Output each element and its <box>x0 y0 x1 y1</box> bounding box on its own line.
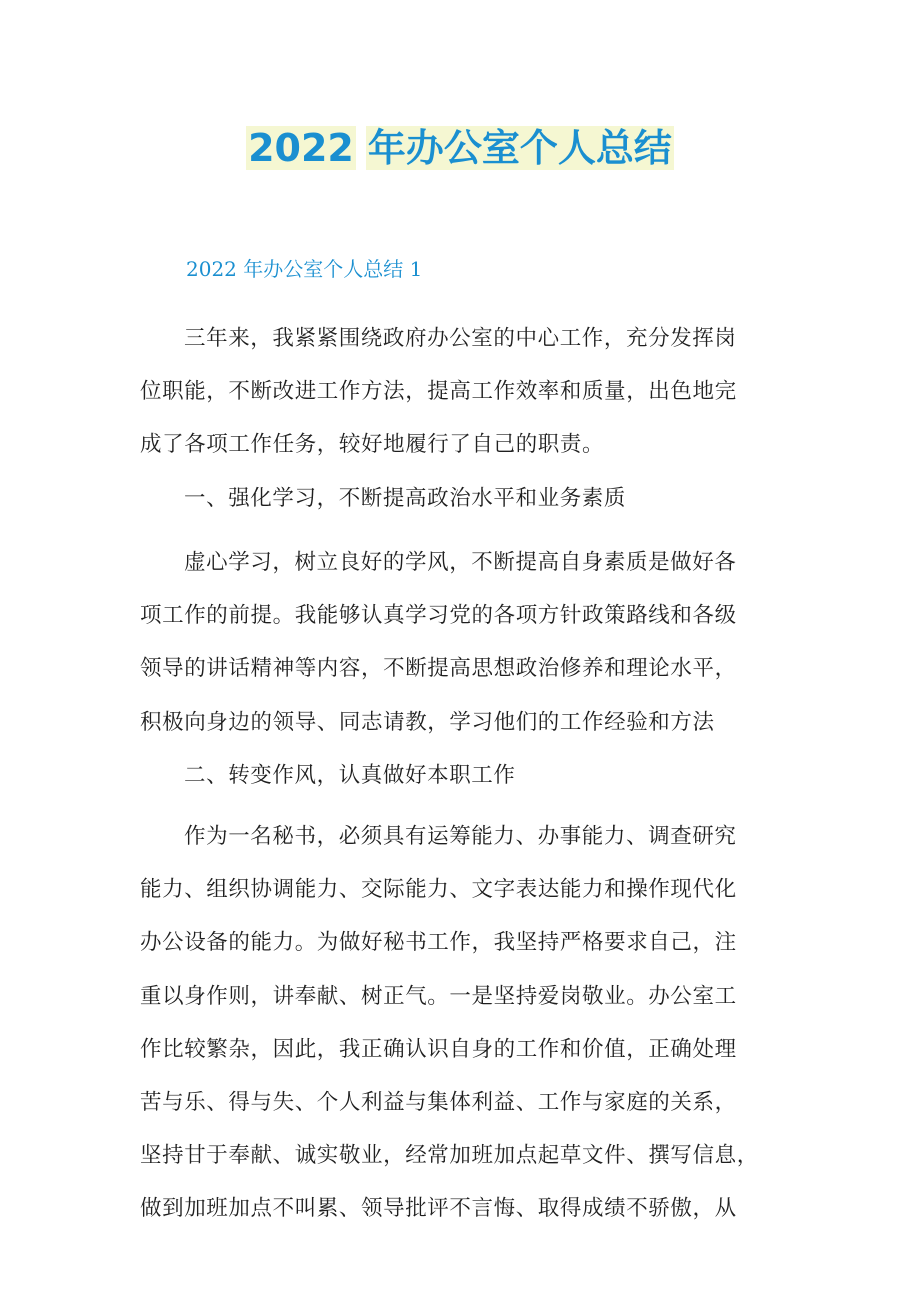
paragraph-line: 做到加班加点不叫累、领导批评不言悔、取得成绩不骄傲，从 <box>140 1196 737 1222</box>
paragraph-line: 位职能，不断改进工作方法，提高工作效率和质量，出色地完 <box>140 379 737 405</box>
paragraph-line: 作为一名秘书，必须具有运筹能力、办事能力、调查研究 <box>184 824 737 849</box>
paragraph-secretary <box>140 810 780 1236</box>
heading-line: 二、转变作风，认真做好本职工作 <box>184 763 516 788</box>
paragraph-line: 作比较繁杂，因此，我正确认识自身的工作和价值，正确处理 <box>140 1036 737 1062</box>
section-heading-1 <box>140 472 780 525</box>
paragraph-line: 重以身作则，讲奉献、树正气。一是坚持爱岗敬业。办公室工 <box>140 983 737 1009</box>
paragraph-line: 苦与乐、得与失、个人利益与集体利益、工作与家庭的关系， <box>140 1090 737 1116</box>
paragraph-line: 项工作的前提。我能够认真学习党的各项方针政策路线和各级 <box>140 603 737 629</box>
section-heading-2 <box>140 749 780 802</box>
paragraph-line: 积极向身边的领导、同志请教，学习他们的工作经验和方法 <box>140 709 715 735</box>
paragraph-line: 成了各项工作任务，较好地履行了自己的职责。 <box>140 432 605 458</box>
paragraph-study <box>140 536 780 749</box>
paragraph-line: 办公设备的能力。为做好秘书工作，我坚持严格要求自己，注 <box>140 930 737 956</box>
paragraph-line: 三年来，我紧紧围绕政府办公室的中心工作，充分发挥岗 <box>184 326 737 351</box>
paragraph-line: 领导的讲话精神等内容，不断提高思想政治修养和理论水平， <box>140 656 737 682</box>
paragraph-line: 坚持甘于奉献、诚实敬业，经常加班加点起草文件、撰写信息， <box>140 1143 759 1169</box>
paragraph-line: 能力、组织协调能力、交际能力、文字表达能力和操作现代化 <box>140 877 737 903</box>
title-year: 2022 <box>248 126 354 170</box>
section-subtitle: 2022 年办公室个人总结 1 <box>186 257 423 281</box>
document-title <box>0 122 920 175</box>
paragraph-line: 虚心学习，树立良好的学风，不断提高自身素质是做好各 <box>184 550 737 575</box>
paragraph-intro <box>140 312 780 472</box>
heading-line: 一、强化学习，不断提高政治水平和业务素质 <box>184 486 627 511</box>
title-text: 年办公室个人总结 <box>367 126 672 170</box>
